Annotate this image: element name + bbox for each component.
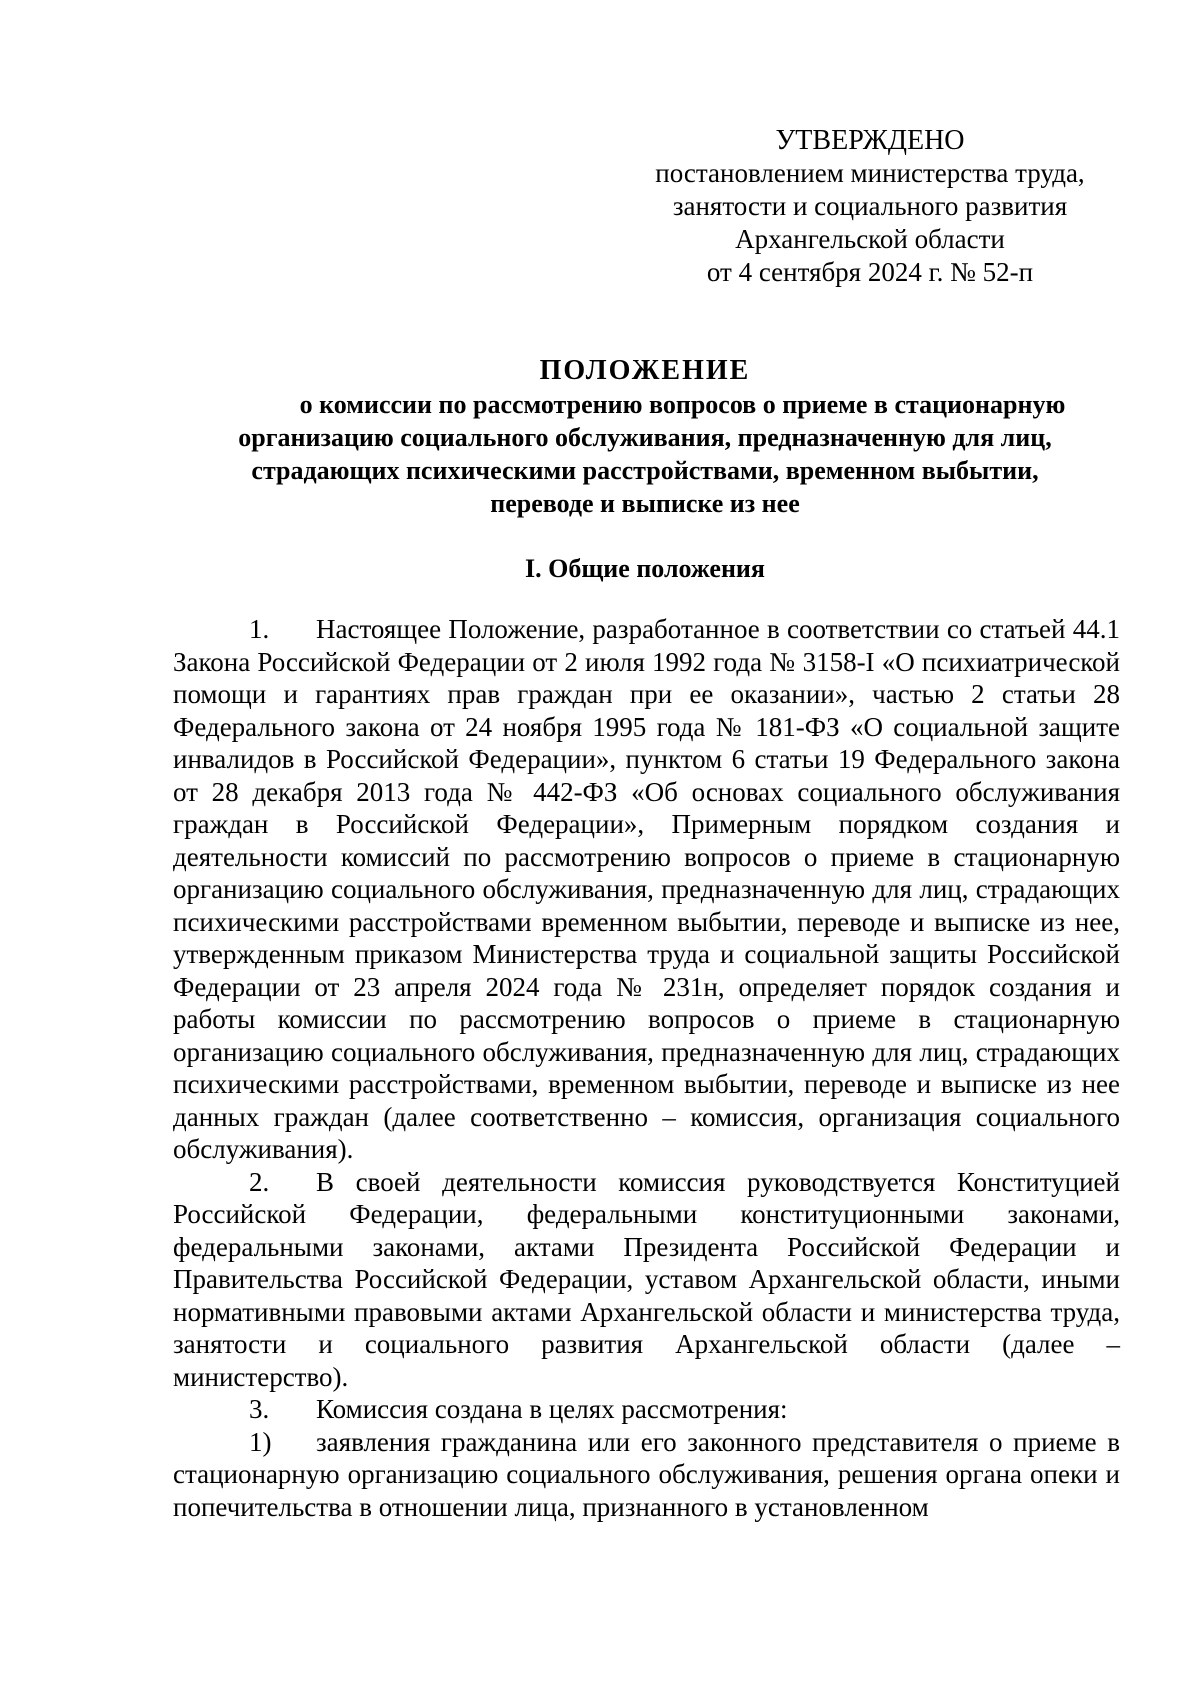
paragraph-text: заявления гражданина или его законного представителя о приеме в стационарную организацию социального обслуживания, решения органа опеки и попечительства в отношении лица, признанного в установленном [173,1426,1120,1522]
paragraph-text: В своей деятельности комиссия руководствуется Конституцией Российской Федерации, федеральными конституционными законами, федеральными законами, актами Президента Российской Федерации и Правительства Российской Федерации, уставом Архангельской области, иными нормативными правовыми актами Архангельской области и министерства труда, занятости и социального развития Архангельской области (далее – министерство). [173,1166,1120,1392]
approval-line: от 4 сентября 2024 г. № 52-п [706,257,1034,287]
document-title-subline: организацию социального обслуживания, предназначенную для лиц, [238,423,1052,452]
approval-line: Архангельской области [735,224,1005,254]
paragraph [173,1393,1120,1426]
paragraph-text: Комиссия создана в целях рассмотрения: [316,1394,788,1424]
paragraph-number: 2. [249,1166,270,1197]
paragraph-number: 3. [249,1394,270,1424]
document-title [150,354,1140,520]
approval-line: занятости и социального развития [672,191,1068,221]
paragraph-text: Настоящее Положение, разработанное в соответствии со статьей 44.1 Закона Российской Федерации от 2 июля 1992 года № 3158-I «О психиатрической помощи и гарантиях прав граждан при ее оказании», частью 2 статьи 28 Федерального закона от 24 ноября 1995 года № 181-ФЗ «О социальной защите инвалидов в Российской Федерации», пунктом 6 статьи 19 Федерального закона от 28 декабря 2013 года № 442-ФЗ «Об основах социального обслуживания граждан в Российской Федерации», Примерным порядком создания и деятельности комиссий по рассмотрению вопросов о приеме в стационарную организацию социального обслуживания, предназначенную для лиц, страдающих психическими расстройствами временном выбытии, переводе и выписке из нее, утвержденным приказом Министерства труда и социальной защиты Российской Федерации от 23 апреля 2024 года № 231н, определяет порядок создания и работы комиссии по рассмотрению вопросов о приеме в стационарную организацию социального обслуживания, предназначенную для лиц, страдающих психическими расстройствами, временном выбытии, переводе и выписке из нее данных граждан (далее соответственно – комиссия, организация социального обслуживания). [173,614,1120,1164]
paragraph [173,613,1120,1166]
document-title-subline: о комиссии по рассмотрению вопросов о приеме в стационарную [299,390,1066,419]
paragraph [173,1426,1120,1524]
section-heading: I. Общие положения [525,554,765,583]
approval-line: постановлением министерства труда, [655,158,1085,188]
paragraph [173,1166,1120,1394]
paragraph-number: 1) [249,1426,272,1457]
approval-heading: УТВЕРЖДЕНО [775,125,965,156]
document-body [173,613,1120,1523]
approval-stamp [620,124,1120,289]
document-title-subline: страдающих психическими расстройствами, временном выбытии, [251,456,1039,485]
paragraph-number: 1. [249,614,270,644]
document-title-subline: переводе и выписке из нее [490,489,800,518]
document-title-main: ПОЛОЖЕНИЕ [539,355,751,386]
